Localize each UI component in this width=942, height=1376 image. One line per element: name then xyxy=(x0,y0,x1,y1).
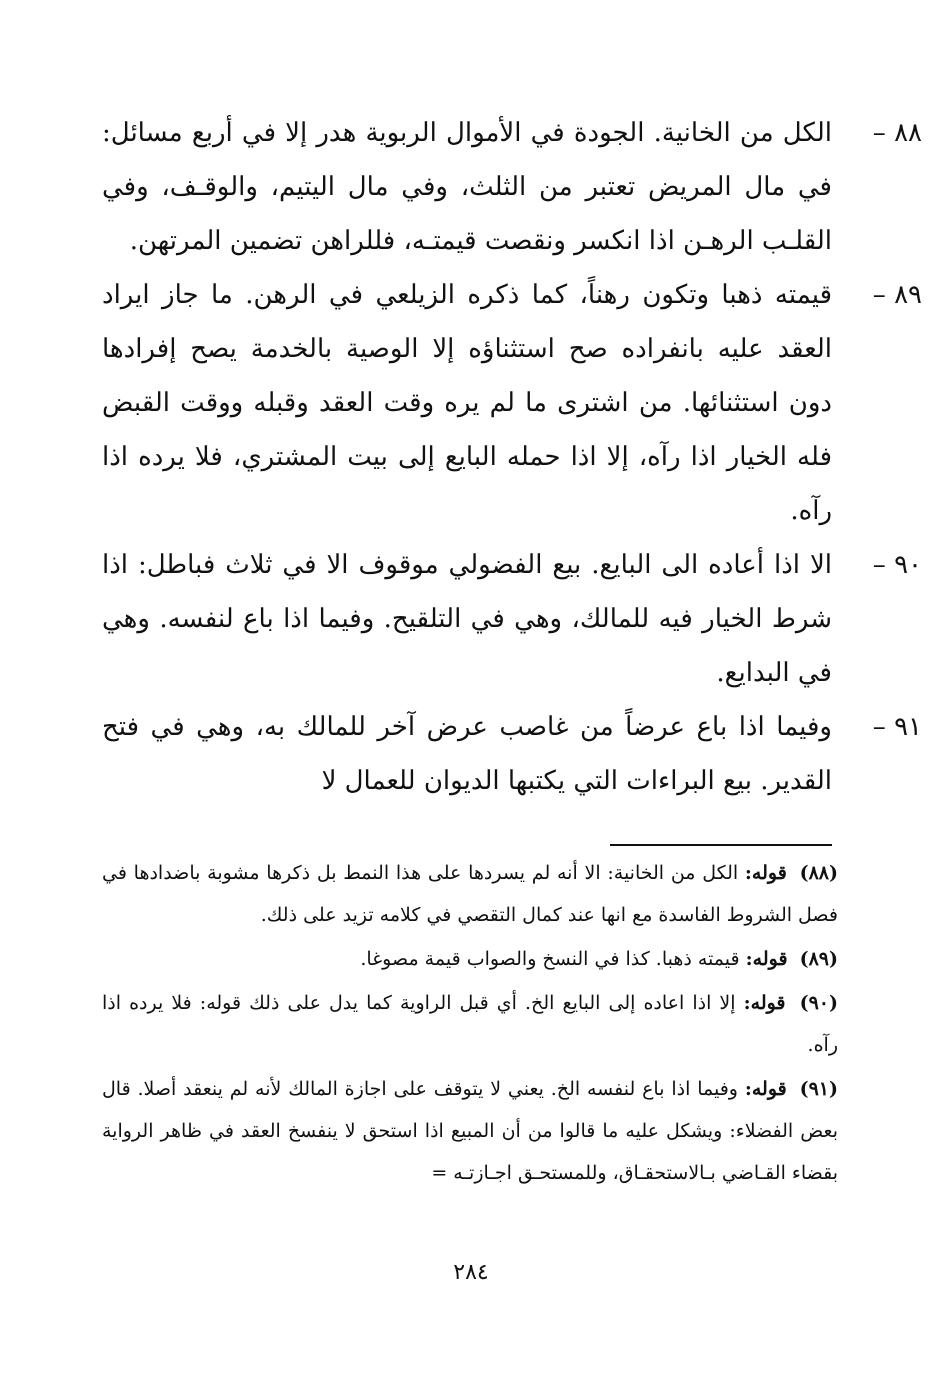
footnotes xyxy=(102,852,838,1196)
entry-91 xyxy=(102,700,922,808)
entry-90 xyxy=(102,538,922,700)
footnote-number: (٨٩) xyxy=(799,948,838,970)
footnote-number: (٩١) xyxy=(799,1078,839,1100)
footnote-91 xyxy=(102,1068,838,1194)
entry-text: الا اذا أعاده الى البايع. بيع الفضولي موقوف الا في ثلاث فباطل: اذا شرط الخيار فيه للمالك، وهي في التلقيح. وفيما اذا باع لنفسه. وهي في البدايع. xyxy=(102,550,832,688)
footnote-text: وفيما اذا باع لنفسه الخ. يعني لا يتوقف على اجازة المالك لأنه لم ينعقد أصلا. قال بعض الفضلاء: ويشكل عليه ما قالوا من أن المبيع اذا استحق لا ينفسخ العقد في ظاهر الرواية بقضاء القـاضي بـالاستحقـاق، وللمستحـق اجـازتـه = xyxy=(102,1078,838,1184)
entry-number: ٨٨ – xyxy=(872,118,922,148)
entry-number: ٩٠ – xyxy=(872,550,922,580)
page-number: ٢٨٤ xyxy=(453,1260,489,1285)
footnote-keyword: قوله: xyxy=(743,992,786,1014)
footnote-text: إلا اذا اعاده إلى البايع الخ. أي قبل الراوية كما يدل على ذلك قوله: فلا يرده اذا رآه. xyxy=(102,992,838,1056)
footnote-90 xyxy=(102,982,838,1066)
footnote-keyword: قوله: xyxy=(745,948,788,970)
footnote-number: (٩٠) xyxy=(799,992,838,1014)
footnote-88 xyxy=(102,852,838,936)
footnote-text: الكل من الخانية: الا أنه لم يسردها على هذا النمط بل ذكرها مشوبة باضدادها في فصل الشروط الفاسدة مع انها عند كمال التقصي في كلامه تزيد على ذلك. xyxy=(102,862,838,926)
entry-88 xyxy=(102,106,922,268)
main-text xyxy=(102,106,922,808)
footnote-89 xyxy=(102,938,838,980)
footnote-text: قيمته ذهبا. كذا في النسخ والصواب قيمة مصوغا. xyxy=(360,948,740,970)
entry-89 xyxy=(102,268,922,538)
entry-text: وفيما اذا باع عرضاً من غاصب عرض آخر للمالك به، وهي في فتح القدير. بيع البراءات التي يكتبها الديوان للعمال لا xyxy=(102,712,832,796)
entry-number: ٩١ – xyxy=(872,712,922,742)
entry-text: قيمته ذهبا وتكون رهناً، كما ذكره الزيلعي في الرهن. ما جاز ايراد العقد عليه بانفراده صح استثناؤه إلا الوصية بالخدمة يصح إفرادها دون استثنائها. من اشترى ما لم يره وقت العقد وقبله ووقت القبض فله الخيار اذا رآه، إلا اذا حمله البايع إلى بيت المشتري، فلا يرده اذا رآه. xyxy=(102,280,832,526)
footnote-keyword: قوله: xyxy=(744,1078,787,1100)
entry-text: الكل من الخانية. الجودة في الأموال الربوية هدر إلا في أربع مسائل: في مال المريض تعتبر من الثلث، وفي مال اليتيم، والوقـف، وفي القلـب الرهـن اذا انكسر ونقصت قيمتـه، فللراهن تضمين المرتهن. xyxy=(102,118,832,256)
entry-number: ٨٩ – xyxy=(872,280,922,310)
footnote-keyword: قوله: xyxy=(744,862,787,884)
footnote-divider xyxy=(610,844,832,846)
footnote-number: (٨٨) xyxy=(799,862,838,884)
